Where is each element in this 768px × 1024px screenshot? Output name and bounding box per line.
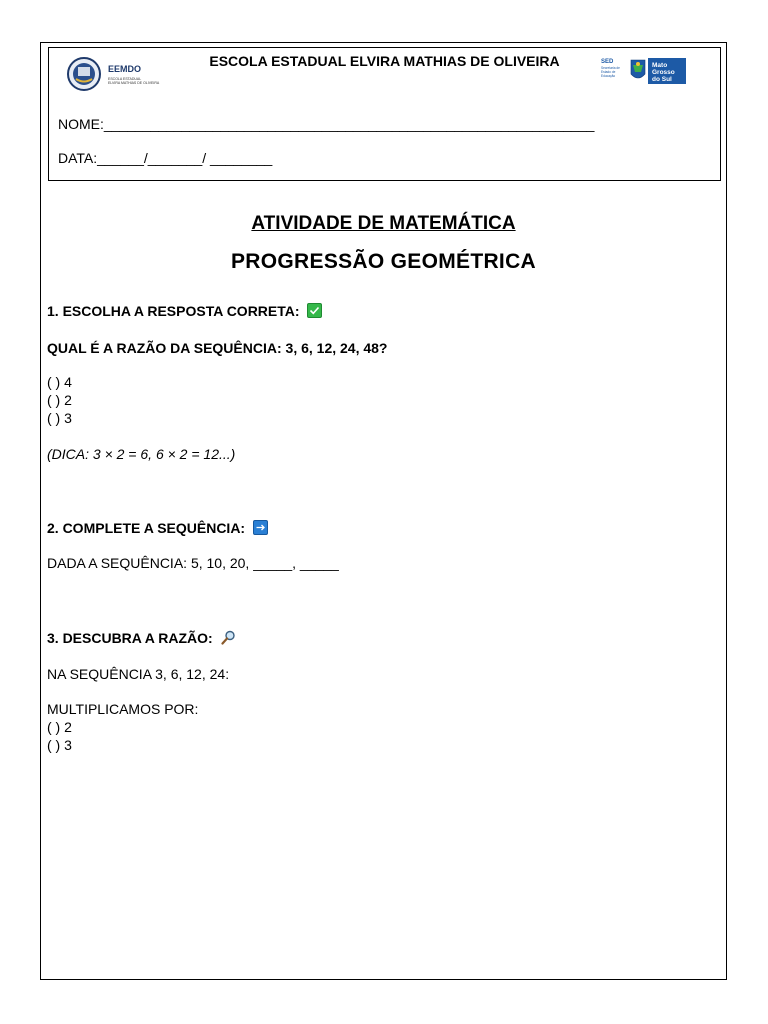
sed-sub-3: Educação [601,74,616,78]
header-box [48,47,721,181]
name-field[interactable]: NOME:_______________________________________________________________ [58,116,595,132]
q3-option-3[interactable]: ( ) 3 [47,737,72,753]
logo-subtitle-2: ELVIRA MATHIAS DE OLIVEIRA [108,81,160,85]
q3-heading [47,630,236,646]
worksheet-page [40,42,727,980]
topic-title: PROGRESSÃO GEOMÉTRICA [231,250,536,273]
q3-heading-text: 3. DESCUBRA A RAZÃO: [47,630,213,646]
q2-heading-text: 2. COMPLETE A SEQUÊNCIA: [47,520,246,536]
q1-heading-text: 1. ESCOLHA A RESPOSTA CORRETA: [47,303,300,319]
activity-title: ATIVIDADE DE MATEMÁTICA [251,213,516,234]
state-name-1: Mato [652,62,668,69]
q3-option-2[interactable]: ( ) 2 [47,719,72,735]
q1-heading [47,303,322,319]
school-name: ESCOLA ESTADUAL ELVIRA MATHIAS DE OLIVEIRA [209,53,560,69]
q3-sequence: NA SEQUÊNCIA 3, 6, 12, 24: [47,666,230,682]
q1-option-3[interactable]: ( ) 3 [47,410,72,426]
state-name-3: do Sul [652,76,672,83]
sed-sub-2: Estado de [601,70,616,74]
logo-acronym: EEMDO [108,64,142,74]
state-name-2: Grosso [652,69,675,76]
q1-option-4[interactable]: ( ) 4 [47,374,72,390]
sed-label: SED [601,59,614,65]
check-mark-icon [307,303,322,318]
sed-ms-logo [601,56,687,86]
date-field[interactable]: DATA:______/_______/ ________ [58,150,273,166]
q1-question: QUAL É A RAZÃO DA SEQUÊNCIA: 3, 6, 12, 24, 48? [47,340,388,356]
q3-prompt: MULTIPLICAMOS POR: [47,701,199,717]
sed-sub-1: Secretaria de [601,66,620,70]
q1-option-2[interactable]: ( ) 2 [47,392,72,408]
logo-subtitle-1: ESCOLA ESTADUAL [108,77,142,81]
q1-hint: (DICA: 3 × 2 = 6, 6 × 2 = 12...) [47,446,236,462]
q2-sequence[interactable]: DADA A SEQUÊNCIA: 5, 10, 20, _____, _____ [47,555,339,571]
q2-heading [47,520,268,536]
magnifying-glass-icon [221,630,236,645]
right-arrow-icon [253,520,268,535]
